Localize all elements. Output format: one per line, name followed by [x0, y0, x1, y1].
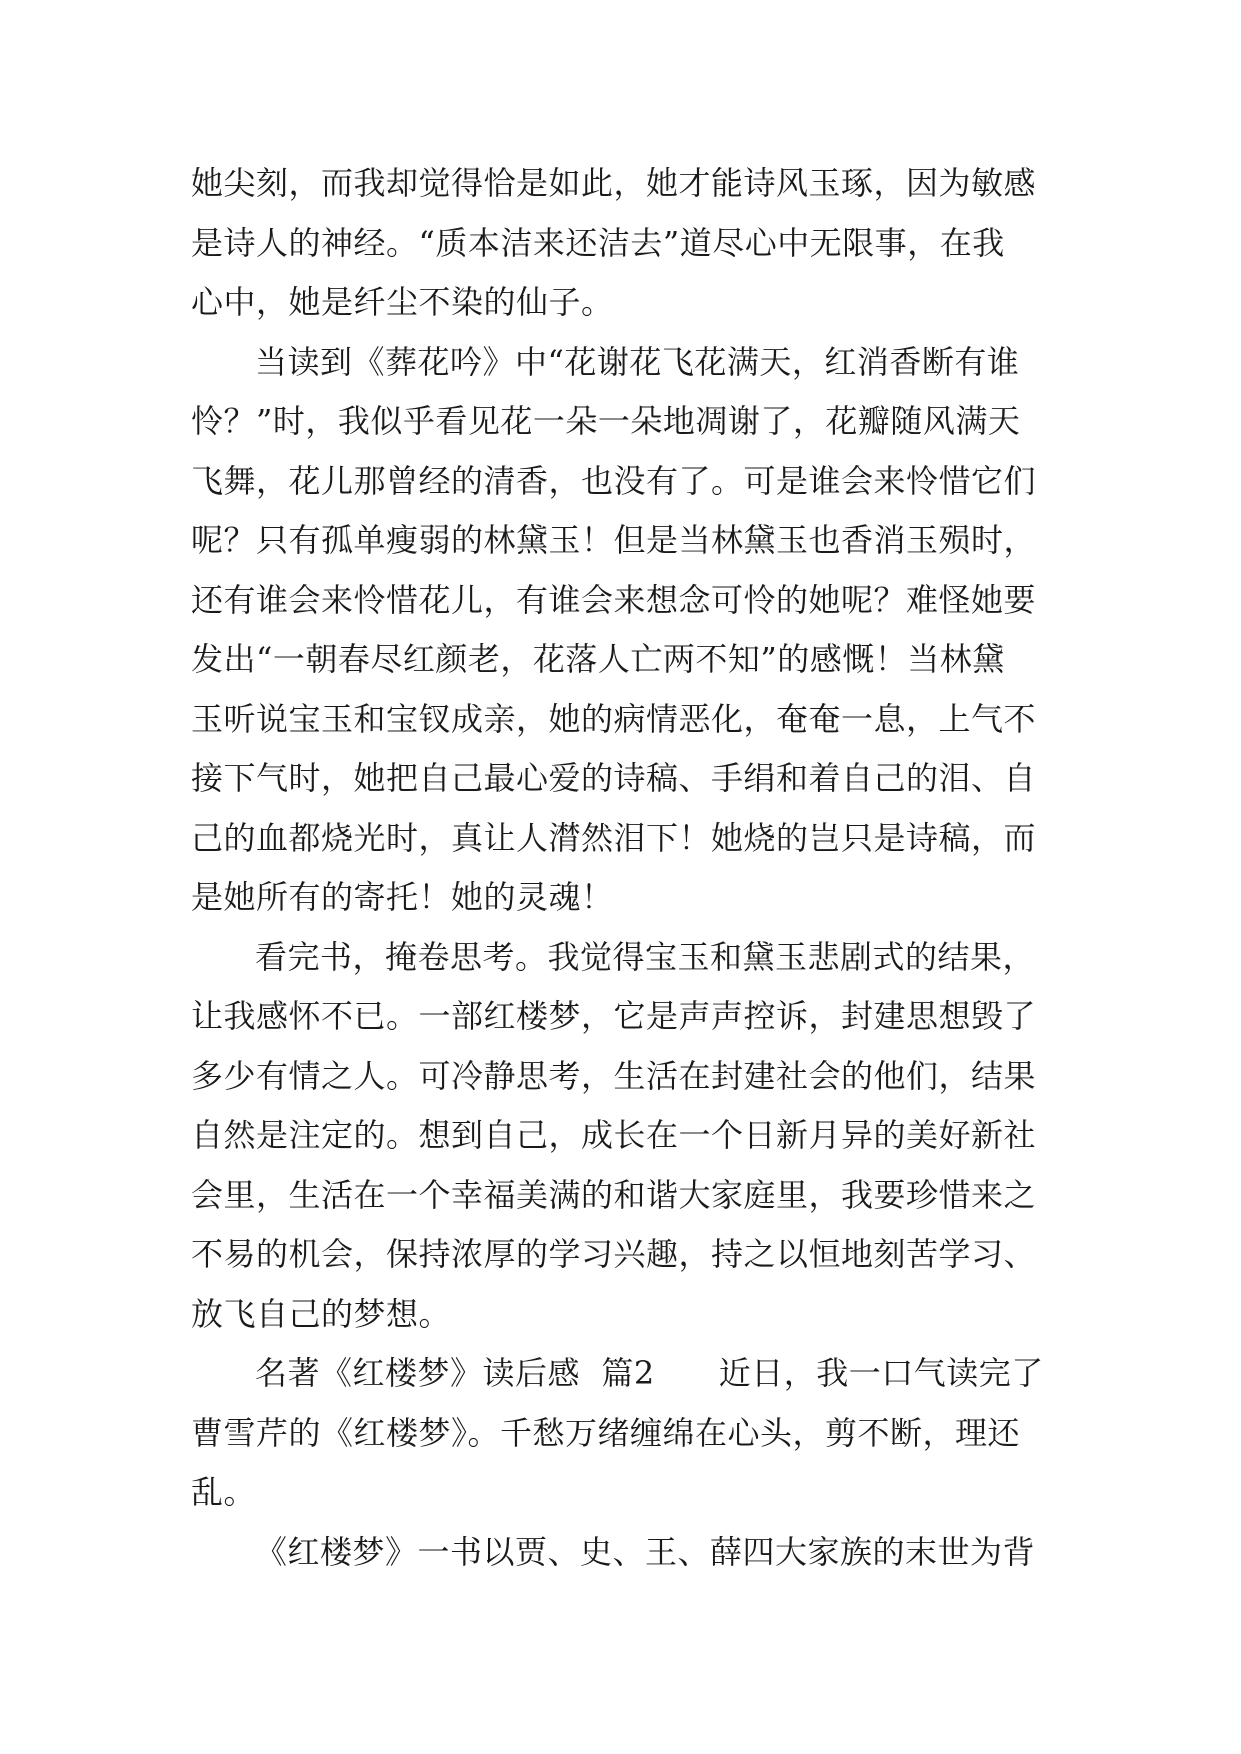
section-heading-line: 名著《红楼梦》读后感 篇2 近日，我一口气读完了 — [255, 1354, 1044, 1392]
text-line: 让我感怀不已。一部红楼梦，它是声声控诉，封建思想毁了 — [191, 997, 1037, 1035]
text-line: 己的血都烧光时，真让人潸然泪下！她烧的岂只是诗稿，而 — [191, 818, 1037, 857]
text-line: 是诗人的神经。“质本洁来还洁去”道尽心中无限事，在我 — [191, 223, 1005, 262]
paragraph-start-line: 看完书，掩卷思考。我觉得宝玉和黛玉悲剧式的结果， — [255, 937, 1036, 976]
document-body — [191, 154, 1061, 1582]
text-line: 放飞自己的梦想。 — [191, 1294, 452, 1333]
text-line: 接下气时，她把自己最心爱的诗稿、手绢和着自己的泪、自 — [191, 759, 1037, 797]
text-line: 玉听说宝玉和宝钗成亲，她的病情恶化，奄奄一息，上气不 — [191, 699, 1037, 738]
text-line: 发出“一朝春尽红颜老，花落人亡两不知”的感慨！当林黛 — [191, 640, 1005, 678]
text-line: 飞舞，花儿那曾经的清香，也没有了。可是谁会来怜惜它们 — [191, 461, 1037, 500]
paragraph-start-line: 当读到《葬花吟》中“花谢花飞花满天，红消香断有谁 — [255, 342, 1020, 381]
text-line: 呢？只有孤单瘦弱的林黛玉！但是当林黛玉也香消玉殒时， — [191, 521, 1037, 559]
text-line: 会里，生活在一个幸福美满的和谐大家庭里，我要珍惜来之 — [191, 1175, 1037, 1214]
text-line: 她尖刻，而我却觉得恰是如此，她才能诗风玉琢，因为敏感 — [191, 164, 1037, 202]
text-line: 还有谁会来怜惜花儿，有谁会来想念可怜的她呢？难怪她要 — [191, 580, 1037, 619]
text-line: 乱。 — [191, 1473, 257, 1511]
text-line: 是她所有的寄托！她的灵魂！ — [191, 878, 614, 916]
text-line: 曹雪芹的《红楼梦》。千愁万绪缠绵在心头，剪不断，理还 — [191, 1413, 1021, 1452]
text-line: 不易的机会，保持浓厚的学习兴趣，持之以恒地刻苦学习、 — [191, 1235, 1037, 1273]
text-line: 怜？”时，我似乎看见花一朵一朵地凋谢了，花瓣随风满天 — [191, 402, 1021, 440]
text-line: 心中，她是纤尘不染的仙子。 — [191, 283, 614, 321]
paragraph-start-line: 《红楼梦》一书以贾、史、王、薛四大家族的末世为背 — [255, 1532, 1036, 1571]
text-line: 自然是注定的。想到自己，成长在一个日新月异的美好新社 — [191, 1116, 1037, 1154]
text-line: 多少有情之人。可冷静思考，生活在封建社会的他们，结果 — [191, 1056, 1037, 1095]
